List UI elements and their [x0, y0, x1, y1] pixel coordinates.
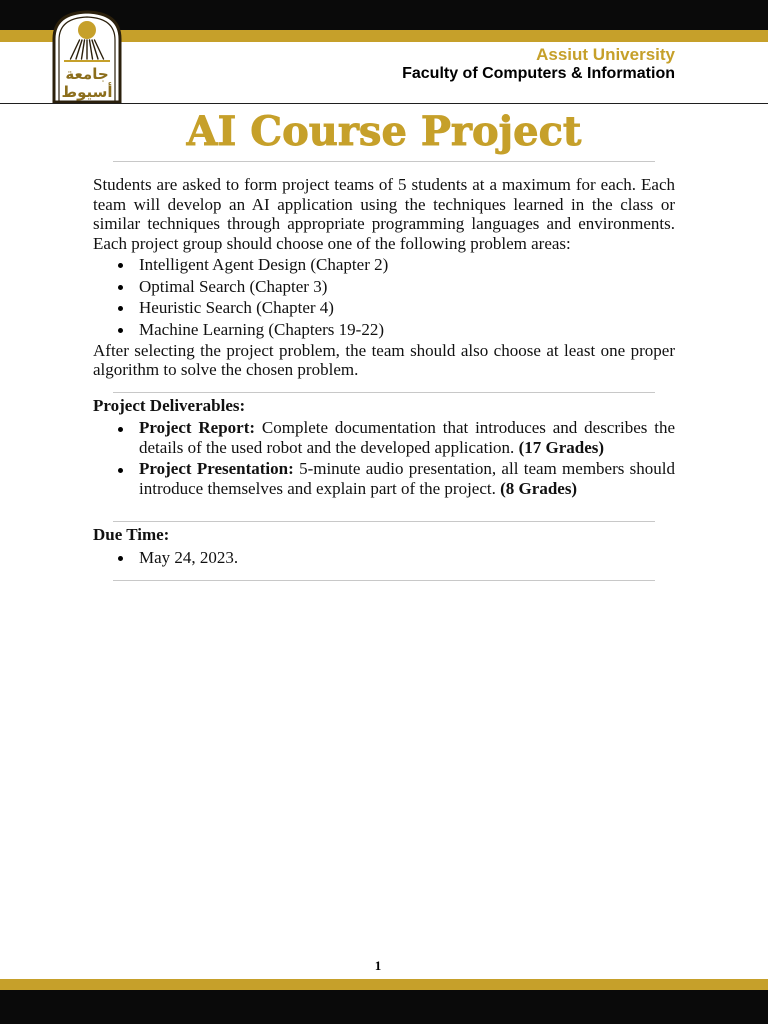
bullet-icon: [118, 263, 123, 268]
due-time-list: [93, 547, 675, 569]
deliverable-grades: (17 Grades): [518, 438, 605, 458]
university-logo: [50, 9, 124, 103]
page-title: AI Course Project: [186, 108, 582, 155]
deliverable-grades: (8 Grades): [500, 479, 578, 499]
problem-areas-list: [93, 254, 675, 341]
bullet-icon: [118, 427, 123, 432]
problem-area-label: Intelligent Agent Design (Chapter 2): [139, 254, 389, 274]
page-number: 1: [374, 958, 382, 973]
section-divider: [113, 521, 655, 522]
problem-area-label: Machine Learning (Chapters 19-22): [139, 319, 384, 339]
bullet-icon: [118, 306, 123, 311]
logo-lettering-line1: جامعة: [65, 65, 109, 83]
bullet-icon: [118, 328, 123, 333]
faculty-name: Faculty of Computers & Information: [402, 65, 675, 82]
deliverable-item: [139, 418, 675, 459]
bottom-dark-band: [0, 990, 768, 1024]
deliverable-item: [139, 459, 675, 500]
deliverable-description: 5-minute audio presentation, all team members should introduce themselves and explain part of the project.: [139, 458, 675, 499]
problem-area-item: [139, 319, 675, 341]
section-divider: [113, 392, 655, 393]
university-name: Assiut University: [536, 45, 675, 64]
followup-paragraph: After selecting the project problem, the team should also choose at least one proper algorithm to solve the chosen problem.: [93, 340, 675, 380]
bullet-icon: [118, 468, 123, 473]
deliverables-list: [93, 418, 675, 500]
problem-area-item: [139, 254, 675, 276]
deliverables-heading: Project Deliverables:: [93, 396, 246, 416]
header-divider: [0, 103, 768, 104]
sun-icon: [78, 21, 96, 39]
problem-area-label: Optimal Search (Chapter 3): [139, 276, 328, 296]
problem-area-item: [139, 276, 675, 298]
title-divider: [113, 161, 655, 162]
deliverable-label: Project Presentation:: [139, 458, 294, 478]
problem-area-item: [139, 297, 675, 319]
bullet-icon: [118, 556, 123, 561]
intro-paragraph: Students are asked to form project teams of 5 students at a maximum for each. Each team will develop an AI application using the techniques learned in the class or similar techniques through appropriate programming languages and environments. Each project group should choose one of the following problem areas:: [93, 175, 675, 254]
bullet-icon: [118, 285, 123, 290]
deliverable-label: Project Report:: [139, 417, 256, 437]
document-body: [93, 175, 675, 581]
logo-lettering-line2: أسيوط: [61, 83, 113, 101]
due-time-heading: Due Time:: [93, 525, 170, 545]
problem-area-label: Heuristic Search (Chapter 4): [139, 298, 334, 318]
bottom-gold-band: [0, 979, 768, 990]
deliverable-description: Complete documentation that introduces and describes the details of the used robot and the developed application.: [139, 417, 676, 458]
due-date: May 24, 2023.: [139, 547, 239, 567]
due-time-item: [139, 547, 675, 569]
section-divider: [113, 580, 655, 581]
